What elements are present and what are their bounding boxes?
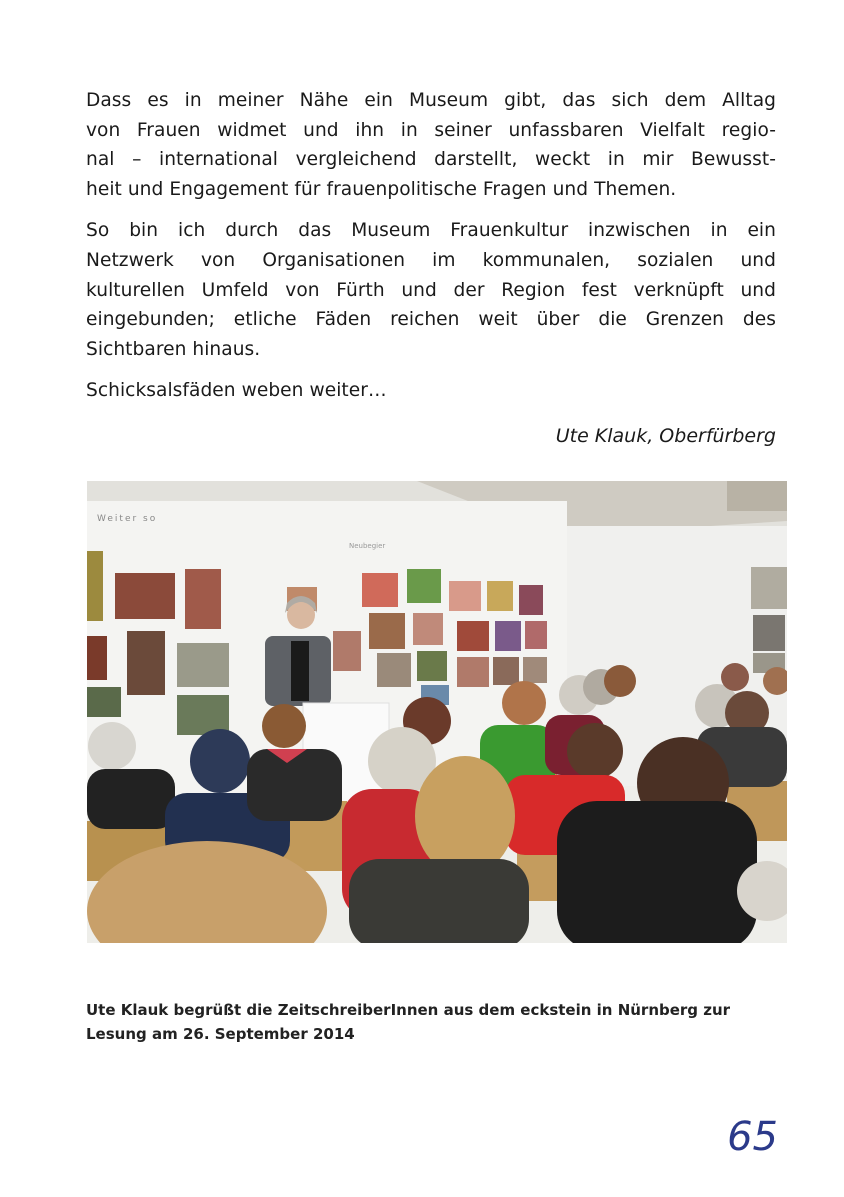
text-line: So bin ich durch das Museum Frauenkultur inzwischen in ein <box>86 220 776 242</box>
wall-text-weiter: Weiter so <box>97 514 158 524</box>
paragraph-2 <box>86 216 776 364</box>
text-line: eingebunden; etliche Fäden reichen weit über die Grenzen des <box>86 309 776 331</box>
text-line: Dass es in meiner Nähe ein Museum gibt, das sich dem Alltag <box>86 90 776 111</box>
wall-text-neubegier: Neubegier <box>349 542 386 550</box>
text-line: nal – international vergleichend darstellt, weckt in mir Bewusst- <box>86 149 776 171</box>
caption-line: Lesung am 26. September 2014 <box>86 1025 355 1043</box>
page-number: 65 <box>727 1114 778 1160</box>
text-line: heit und Engagement für frauenpolitische Fragen und Themen. <box>86 178 677 200</box>
text-line: Sichtbaren hinaus. <box>86 338 261 360</box>
paragraph-3 <box>86 376 776 406</box>
body-text <box>86 86 776 416</box>
caption-line: Ute Klauk begrüßt die ZeitschreiberInnen aus dem eckstein in Nürnberg zur <box>86 1001 731 1019</box>
text-line: Netzwerk von Organisationen im kommunalen, sozialen und <box>86 249 776 271</box>
paragraph-1 <box>86 86 776 204</box>
text-line: Schicksalsfäden weben weiter… <box>86 380 387 402</box>
text-line: kulturellen Umfeld von Fürth und der Region fest verknüpft und <box>86 279 776 301</box>
event-photo <box>87 481 787 943</box>
author-signature: Ute Klauk, Oberfürberg <box>555 425 776 447</box>
photo-caption <box>86 998 776 1046</box>
text-line: von Frauen widmet und ihn in seiner unfassbaren Vielfalt regio- <box>86 119 776 141</box>
